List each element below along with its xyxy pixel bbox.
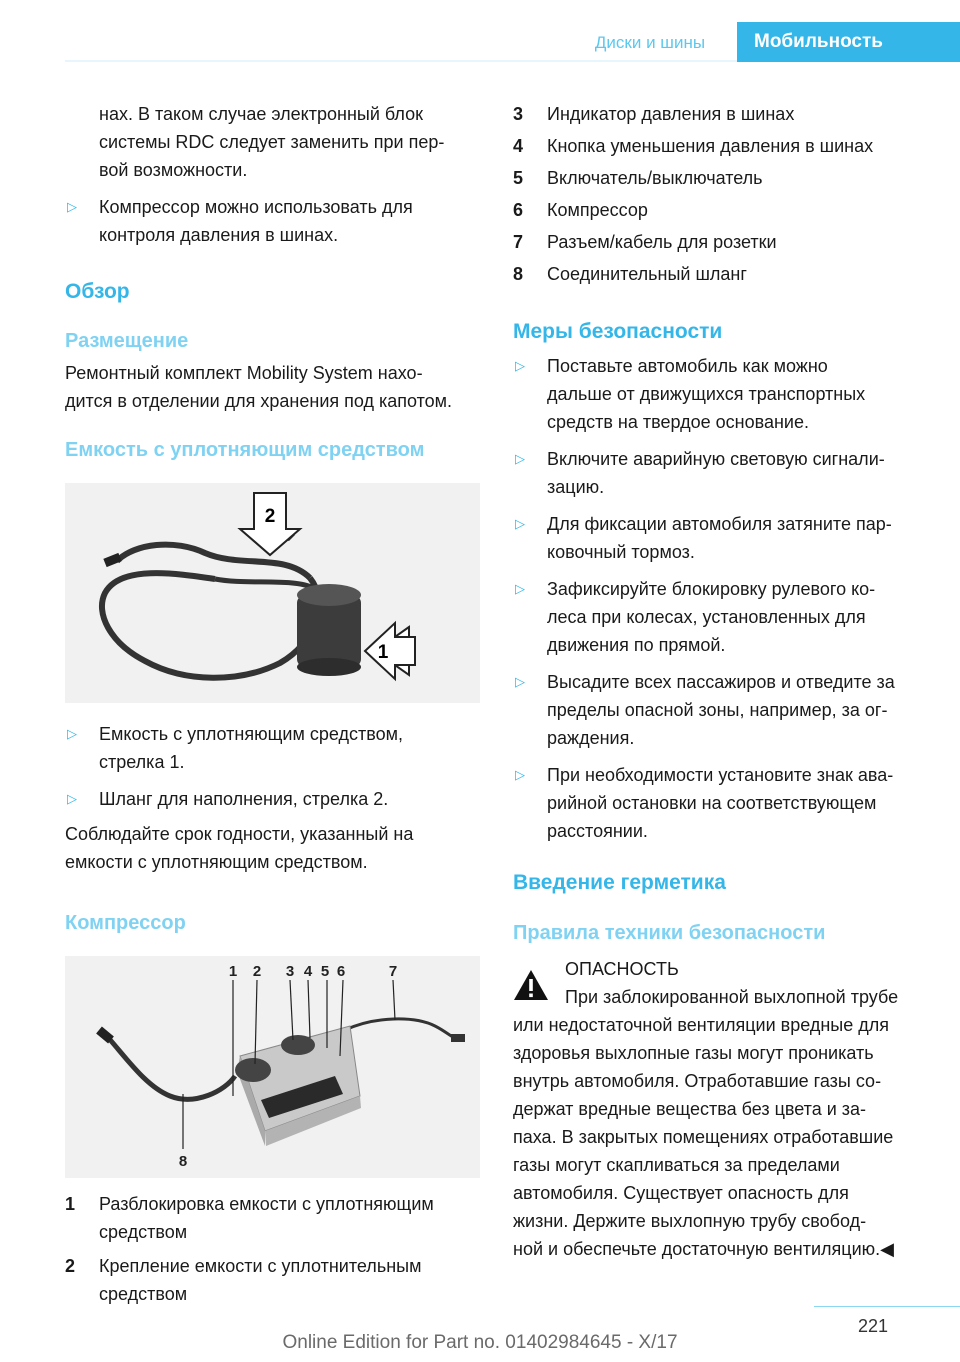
compressor-item (513, 132, 933, 160)
text-line: Зафиксируйте блокировку рулевого ко- (547, 579, 876, 599)
compressor-figure (65, 956, 480, 1178)
header-section-tab: Диски и шины (594, 33, 706, 52)
sealant-container-illustration (65, 483, 480, 703)
expiry-paragraph (65, 820, 483, 876)
text-line: Индикатор давления в шинах (547, 104, 795, 124)
text-line: Компрессор (547, 200, 648, 220)
header-chapter-tab: Мобильность (737, 22, 960, 62)
figure-label-4: 4 (303, 963, 313, 980)
figure-label-5: 5 (320, 963, 330, 980)
compressor-item (65, 1190, 483, 1246)
sealant-bullet (65, 785, 483, 813)
intro-bullet (65, 193, 483, 249)
warning-triangle-icon (513, 969, 549, 1001)
figure-label-1: 1 (377, 642, 389, 663)
text-line: здоровья выхлопные газы могут проникать (513, 1043, 874, 1063)
text-line: внутрь автомобиля. Отработавшие газы со- (513, 1071, 882, 1091)
heading-safety: Меры безопасности (513, 320, 723, 343)
page-number-rule (814, 1306, 960, 1307)
text-line: Кнопка уменьшения давления в шинах (547, 136, 874, 156)
text-line: Шланг для наполнения, стрелка 2. (99, 789, 389, 809)
item-number: 1 (65, 1194, 76, 1214)
compressor-item (513, 100, 933, 128)
sealant-container-figure (65, 483, 480, 703)
footer-edition: Online Edition for Part no. 01402984645 - X/17 (282, 1332, 678, 1353)
text-line: пределы опасной зоны, например, за ог- (547, 700, 888, 720)
text-line: Включите аварийную световую сигнали- (547, 449, 885, 469)
text-line: Разблокировка емкости с уплотняющим (99, 1194, 434, 1214)
text-line: Ремонтный комплект Mobility System нахо- (65, 363, 423, 383)
text-line: жизни. Держите выхлопную трубу свобод- (513, 1211, 867, 1231)
text-line: При необходимости установите знак ава- (547, 765, 894, 785)
heading-sealant-introduction: Введение герметика (513, 871, 726, 894)
item-number: 7 (513, 232, 524, 252)
heading-sealant-container: Емкость с уплотняющим средством (65, 439, 425, 461)
safety-bullet (513, 352, 933, 436)
compressor-illustration (65, 956, 480, 1178)
figure-label-6: 6 (336, 963, 346, 980)
bullet-triangle-icon: ▷ (515, 674, 525, 689)
figure-label-8: 8 (178, 1153, 188, 1170)
text-line: Емкость с уплотняющим средством, (99, 724, 403, 744)
warning-title: ОПАСНОСТЬ (565, 959, 679, 979)
figure-label-3: 3 (285, 963, 295, 980)
placement-paragraph (65, 359, 483, 415)
text-line: ной и обеспечьте достаточную вентиляцию.◀ (513, 1239, 894, 1259)
text-line: газы могут скапливаться за пределами (513, 1155, 840, 1175)
bullet-triangle-icon: ▷ (67, 726, 77, 741)
text-line: Включатель/выключатель (547, 168, 763, 188)
intro-paragraph (65, 100, 483, 184)
item-number: 3 (513, 104, 524, 124)
text-line: леса при колесах, установленных для (547, 607, 866, 627)
right-column (513, 100, 933, 1263)
heading-compressor: Компрессор (65, 912, 186, 934)
safety-bullet (513, 445, 933, 501)
safety-bullet (513, 510, 933, 566)
text-line: нах. В таком случае электронный блок (99, 104, 423, 124)
text-line: дится в отделении для хранения под капотом. (65, 391, 453, 411)
left-column (65, 100, 483, 1308)
text-line: держат вредные вещества без цвета и за- (513, 1099, 867, 1119)
text-line: емкости с уплотняющим средством. (65, 852, 368, 872)
text-line: средством (99, 1222, 188, 1242)
text-line: Высадите всех пассажиров и отведите за (547, 672, 895, 692)
bullet-triangle-icon: ▷ (67, 791, 77, 806)
text-line: ковочный тормоз. (547, 542, 695, 562)
item-number: 5 (513, 168, 524, 188)
danger-warning (513, 955, 933, 1263)
text-line: средством (99, 1284, 188, 1304)
compressor-item (513, 164, 933, 192)
heading-overview: Обзор (65, 280, 130, 303)
text-line: Соединительный шланг (547, 264, 747, 284)
compressor-item (65, 1252, 483, 1308)
text-line: стрелка 1. (99, 752, 185, 772)
text-line: средств на твердое основание. (547, 412, 809, 432)
text-line: паха. В закрытых помещениях отработавшие (513, 1127, 894, 1147)
safety-bullet (513, 575, 933, 659)
text-line: Соблюдайте срок годности, указанный на (65, 824, 414, 844)
page-number: 221 (858, 1316, 889, 1336)
figure-label-1: 1 (228, 963, 238, 980)
bullet-triangle-icon: ▷ (515, 451, 525, 466)
text-line: Крепление емкости с уплотнительным (99, 1256, 422, 1276)
item-number: 8 (513, 264, 524, 284)
figure-label-2: 2 (252, 963, 262, 980)
text-line: контроля давления в шинах. (99, 225, 339, 245)
text-line: или недостаточной вентиляции вредные для (513, 1015, 889, 1035)
text-line: системы RDC следует заменить при пер- (99, 132, 445, 152)
bullet-triangle-icon: ▷ (515, 581, 525, 596)
text-line: вой возможности. (99, 160, 248, 180)
text-line: рийной остановки на соответствующем (547, 793, 877, 813)
text-line: Поставьте автомобиль как можно (547, 356, 828, 376)
compressor-item (513, 196, 933, 224)
safety-bullet (513, 761, 933, 845)
bullet-triangle-icon: ▷ (67, 199, 77, 214)
heading-placement: Размещение (65, 330, 189, 352)
item-number: 2 (65, 1256, 76, 1276)
figure-label-7: 7 (388, 963, 398, 980)
compressor-item (513, 228, 933, 256)
heading-safety-rules: Правила техники безопасности (513, 922, 826, 944)
safety-bullet (513, 668, 933, 752)
bullet-triangle-icon: ▷ (515, 767, 525, 782)
text-line: Компрессор можно использовать для (99, 197, 413, 217)
text-line: движения по прямой. (547, 635, 726, 655)
text-line: раждения. (547, 728, 635, 748)
text-line: автомобиля. Существует опасность для (513, 1183, 849, 1203)
text-line: дальше от движущихся транспортных (547, 384, 866, 404)
bullet-triangle-icon: ▷ (515, 516, 525, 531)
item-number: 4 (513, 136, 524, 156)
text-line: зацию. (547, 477, 605, 497)
sealant-bullet (65, 720, 483, 776)
text-line: Разъем/кабель для розетки (547, 232, 777, 252)
text-line: Для фиксации автомобиля затяните пар- (547, 514, 892, 534)
text-line: При заблокированной выхлопной трубе (565, 987, 899, 1007)
item-number: 6 (513, 200, 524, 220)
bullet-triangle-icon: ▷ (515, 358, 525, 373)
text-line: расстоянии. (547, 821, 648, 841)
compressor-item (513, 260, 933, 288)
figure-label-2: 2 (264, 506, 276, 527)
